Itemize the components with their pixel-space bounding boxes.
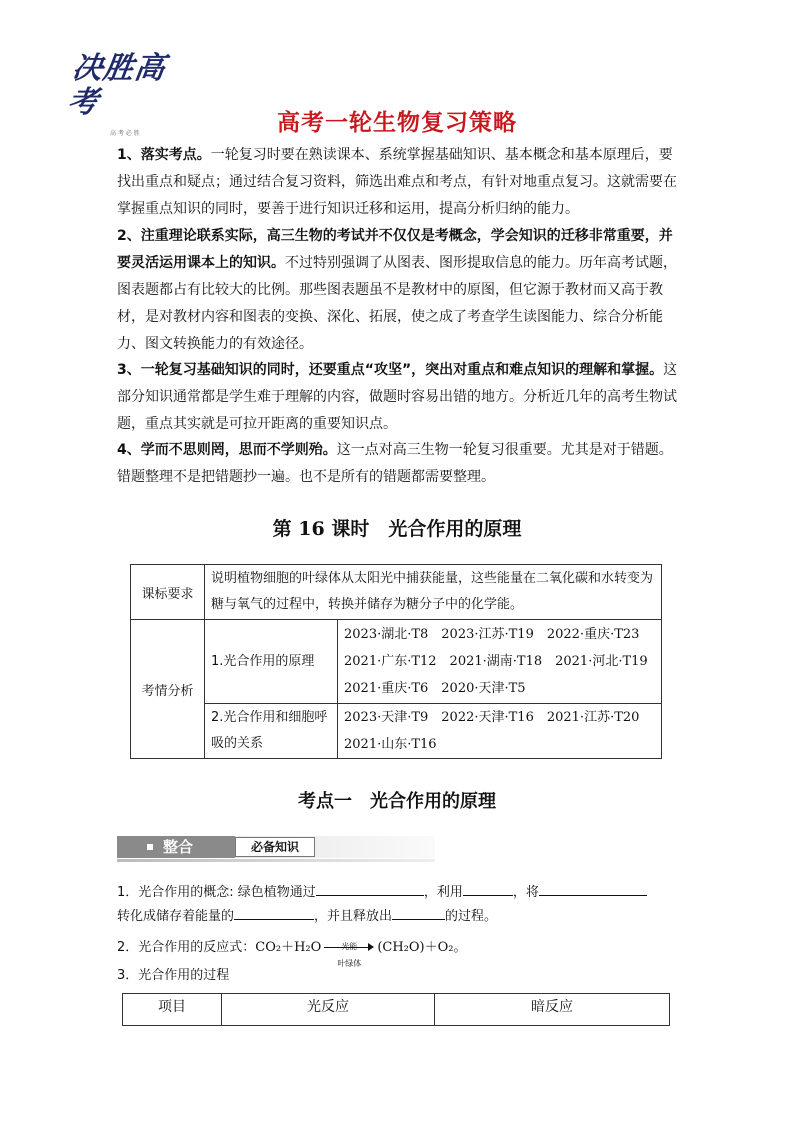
table-header: 项目: [123, 994, 222, 1026]
question-1: 1．光合作用的概念: 绿色植物通过 ，利用 ，将: [117, 879, 682, 906]
strategy-1: 1、落实考点。一轮复习时要在熟读课本、系统掌握基础知识、基本概念和基本原理后，要找出重点和疑点；通过结合复习资料，筛选出难点和考点，有针对地重点复习。这就需要在掌握重点知识的同时，要善于进行知识迁移和运用，提高分析归纳的能力。: [117, 147, 677, 217]
logo-text: 决胜高考: [65, 51, 168, 120]
analysis-label: 考情分析: [131, 620, 205, 759]
topic-name: 2.光合作用和细胞呼吸的关系: [205, 704, 338, 759]
section-banner: [117, 836, 435, 862]
page-title: 高考一轮生物复习策略: [277, 110, 517, 136]
req-label: 课标要求: [131, 565, 205, 620]
fill-blank[interactable]: [539, 881, 647, 896]
topic-exams: 2023·湖北·T8 2023·江苏·T19 2022·重庆·T23 2021·广东·T12 2021·湖南·T18 2021·河北·T19 2021·重庆·T6 2020·天津·T5: [338, 620, 662, 704]
lesson-title: 第 16 课时 光合作用的原理: [272, 518, 522, 540]
question-3: 3．光合作用的过程: [117, 968, 230, 983]
fill-blank[interactable]: [392, 905, 445, 920]
table-header: 暗反应: [435, 994, 670, 1026]
question-1-cont: 转化成储存着能量的 ，并且释放出 的过程。: [117, 903, 682, 930]
req-text: 说明植物细胞的叶绿体从太阳光中捕获能量，这些能量在二氧化碳和水转变为糖与氧气的过程中，转换并储存为糖分子中的化学能。: [205, 565, 662, 620]
curriculum-table: [130, 564, 662, 759]
topic-exams: 2023·天津·T9 2022·天津·T16 2021·江苏·T20 2021·山东·T16: [338, 704, 662, 759]
kaodian-title: 考点一 光合作用的原理: [298, 791, 496, 812]
strategy-3: 3、一轮复习基础知识的同时，还要重点“攻坚”，突出对重点和难点知识的理解和掌握。这部分知识通常都是学生难于理解的内容，做题时容易出错的地方。分析近几年的高考生物试题，重点其实就是可拉开距离的重要知识点。: [117, 362, 678, 432]
banner-main: 整合: [117, 836, 235, 858]
square-icon: [147, 844, 153, 850]
reaction-arrow: 叶绿体: [324, 941, 374, 955]
logo-subtext: 高 考 必 胜: [110, 130, 140, 137]
topic-name: 1.光合作用的原理: [205, 620, 338, 704]
strategy-2: 2、注重理论联系实际，高三生物的考试并不仅仅是考概念，学会知识的迁移非常重要，并要灵活运用课本上的知识。不过特别强调了从图表、图形提取信息的能力。历年高考试题，图表题都占有比较大的比例。那些图表题虽不是教材中的原图，但它源于教材而又高于教材，是对教材内容和图表的变换、深化、拓展，使之成了考查学生读图能力、综合分析能力、图文转换能力的有效途径。: [117, 228, 677, 352]
fill-blank[interactable]: [316, 881, 424, 896]
fill-blank[interactable]: [463, 881, 513, 896]
question-2: 2．光合作用的反应式：CO₂＋H₂O 叶绿体 (CH₂O)＋O₂。: [117, 940, 467, 968]
strategy-4: 4、学而不思则罔，思而不学则殆。这一点对高三生物一轮复习很重要。尤其是对于错题。错题整理不是把错题抄一遍。也不是所有的错题都需要整理。: [117, 442, 673, 485]
table-header: 光反应: [222, 994, 435, 1026]
fill-blank[interactable]: [234, 905, 314, 920]
banner-tag: 必备知识: [235, 837, 315, 857]
process-table: [122, 993, 670, 1026]
